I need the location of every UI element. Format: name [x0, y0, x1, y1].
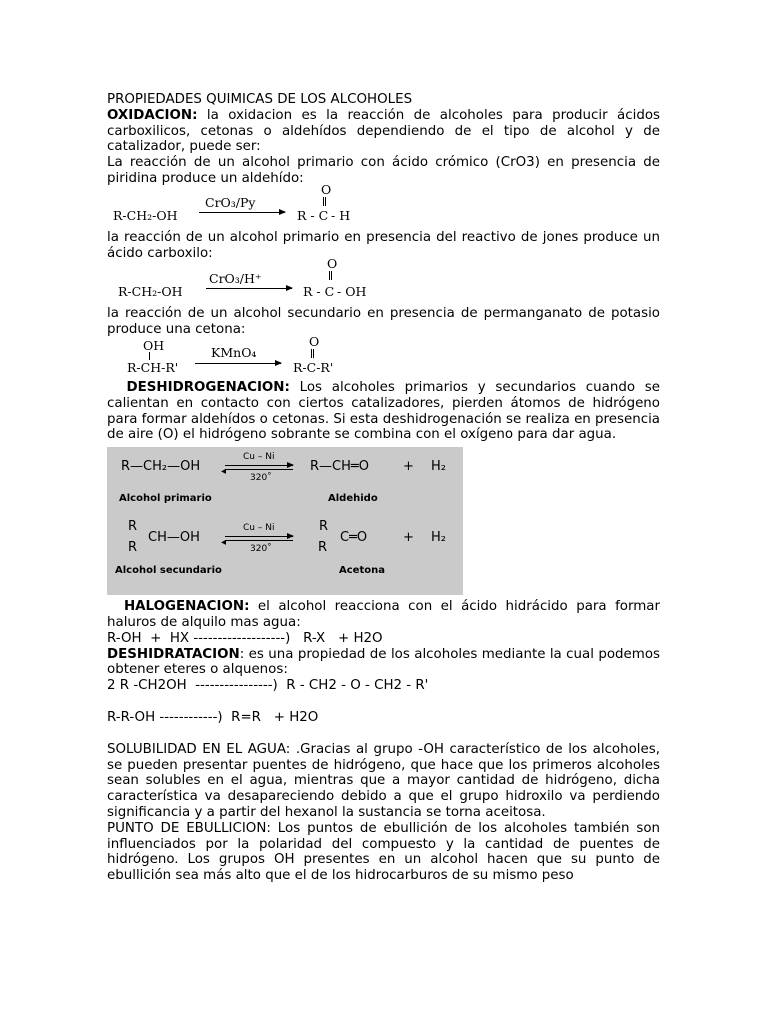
- catalyst-label-2: Cu – Ni: [243, 523, 275, 534]
- paragraph-solubilidad: SOLUBILIDAD EN EL AGUA: .Gracias al grupo -OH característico de los alcoholes, se pueden presentar puentes de hidrógeno, que hace que los primeros alcoholes sean solubles en el agua, mientras que a mayor cantidad de hidrógeno, dicha característica va desapareciendo debido a que el grupo hidroxilo va perdiendo significancia y a partir del hexanol la sustancia se torna aceitosa.: [107, 741, 660, 820]
- caption-primary-alcohol: Alcohol primario: [119, 493, 212, 505]
- reagent-label: CrO₃/H⁺: [209, 271, 262, 287]
- double-bond: [329, 271, 332, 280]
- paragraph-oxidacion: [107, 108, 660, 155]
- spacer: [107, 694, 660, 710]
- r-group-top-ketone: R: [319, 519, 329, 535]
- reverse-arrow-2: [225, 540, 293, 541]
- reaction-arrow: [206, 288, 292, 289]
- heading-deshidratacion: DESHIDRATACION: [107, 646, 240, 662]
- heading-oxidacion: OXIDACION:: [107, 107, 198, 123]
- single-bond: [149, 352, 150, 360]
- page-title: PROPIEDADES QUIMICAS DE LOS ALCOHOLES: [107, 92, 413, 107]
- heading-halogenacion: HALOGENACION:: [123, 599, 250, 615]
- product-formula: R-C-R': [293, 359, 334, 375]
- caption-acetone: Acetona: [339, 565, 385, 577]
- product-formula: R - C: [303, 284, 335, 300]
- dehydrogenation-figure: [107, 447, 463, 595]
- r-group-top: R: [128, 519, 138, 535]
- ketone-formula: C═O: [340, 530, 368, 546]
- plus-sign: +: [403, 459, 414, 475]
- temperature-label-2: 320˚: [250, 544, 272, 555]
- reagent-label: CrO₃/Py: [205, 194, 256, 210]
- reactant-formula: R-CH₂-OH: [113, 207, 178, 223]
- aldehyde-formula: R—CH═O: [310, 459, 369, 475]
- double-bond: [323, 197, 326, 206]
- text-halogenacion: el alcohol reacciona con el ácido hidrácido para formar haluros de alquilo mas agua:: [107, 599, 661, 630]
- carbonyl-oxygen: O: [309, 333, 320, 349]
- reverse-arrowhead: ◂: [221, 466, 227, 478]
- primary-alcohol-formula: R—CH₂—OH: [121, 459, 201, 475]
- text-deshidrogenacion: Los alcoholes primarios y secundarios cuando se calientan en contacto con ciertos catalizadores, pierden átomos de hidrógeno para formar aldehídos o cetonas. Si esta deshidrogenación se realiza en presencia de aire (O) el hidrógeno sobrante se combina con el oxígeno para dar agua.: [107, 379, 660, 443]
- text-oxidacion: la oxidacion es la reacción de alcoholes para producir ácidos carboxilicos, cetonas o aldehídos dependiendo de el tipo de alcohol y de catalizador, puede ser:: [107, 107, 660, 155]
- product-formula: R - C: [297, 207, 329, 223]
- paragraph-deshidratacion: [107, 647, 660, 679]
- reverse-arrowhead-2: ◂: [221, 537, 227, 549]
- reaction-cro3-py: [107, 181, 660, 230]
- reactant-formula: R-CH-R': [127, 359, 179, 375]
- paragraph-deshidrogenacion: [107, 380, 660, 443]
- hydrogen-formula-2: H₂: [431, 530, 446, 546]
- reaction-arrow: [199, 212, 285, 213]
- reaction-arrow: [195, 363, 281, 364]
- hydrogen-formula: H₂: [431, 459, 446, 475]
- plus-sign-2: +: [403, 530, 414, 546]
- hydroxyl-label: OH: [143, 337, 165, 353]
- heading-deshidrogenacion: DESHIDROGENACION:: [126, 379, 290, 395]
- catalyst-label: Cu – Ni: [243, 452, 275, 463]
- document-page: [107, 92, 660, 884]
- r-group-bottom: R: [128, 540, 138, 556]
- caption-secondary-alcohol: Alcohol secundario: [115, 565, 222, 577]
- paragraph-ebullicion: PUNTO DE EBULLICION: Los puntos de ebullición de los alcoholes también son influenciados por la polaridad del compuesto y la cantidad de puentes de hidrógeno. Los grupos OH presentes en un alcohol hacen que su punto de ebullición sea más alto que el de los hidrocarburos de su mismo peso: [107, 820, 660, 884]
- product-formula-end: - OH: [337, 284, 367, 300]
- equation-alkene: R-R-OH ------------) R=R + H2O: [107, 709, 319, 725]
- paragraph-primario-cro3: La reacción de un alcohol primario con ácido crómico (CrO3) en presencia de piridina produce un aldehído:: [107, 155, 660, 186]
- paragraph-jones: la reacción de un alcohol primario en presencia del reactivo de jones produce un ácido carboxilo:: [107, 229, 660, 261]
- product-formula-end: - H: [331, 207, 351, 223]
- carbonyl-oxygen: O: [327, 256, 338, 272]
- carbonyl-oxygen: O: [321, 181, 332, 197]
- r-group-bottom-ketone: R: [318, 540, 328, 556]
- temperature-label: 320˚: [250, 473, 272, 484]
- forward-arrow: [225, 465, 293, 466]
- forward-arrow-2: [225, 536, 293, 537]
- text-deshidratacion: : es una propiedad de los alcoholes mediante la cual podemos obtener eteres o alquenos:: [107, 646, 660, 678]
- reaction-cro3-h: [107, 256, 660, 306]
- equation-halogenacion: R-OH + HX -------------------) R-X + H2O: [107, 630, 383, 646]
- reagent-label: KMnO₄: [211, 344, 257, 360]
- paragraph-kmno4: la reacción de un alcohol secundario en presencia de permanganato de potasio produce una cetona:: [107, 306, 660, 338]
- caption-aldehyde: Aldehido: [328, 493, 378, 505]
- secondary-alcohol-formula: CH—OH: [148, 530, 200, 546]
- paragraph-halogenacion: [107, 599, 660, 631]
- double-bond: [311, 349, 314, 358]
- reactant-formula: R-CH₂-OH: [118, 284, 183, 300]
- reaction-kmno4: [107, 333, 660, 380]
- equation-ether: 2 R -CH2OH ----------------) R - CH2 - O - CH2 - R': [107, 678, 429, 694]
- reverse-arrow: [225, 469, 293, 470]
- spacer: [107, 726, 660, 742]
